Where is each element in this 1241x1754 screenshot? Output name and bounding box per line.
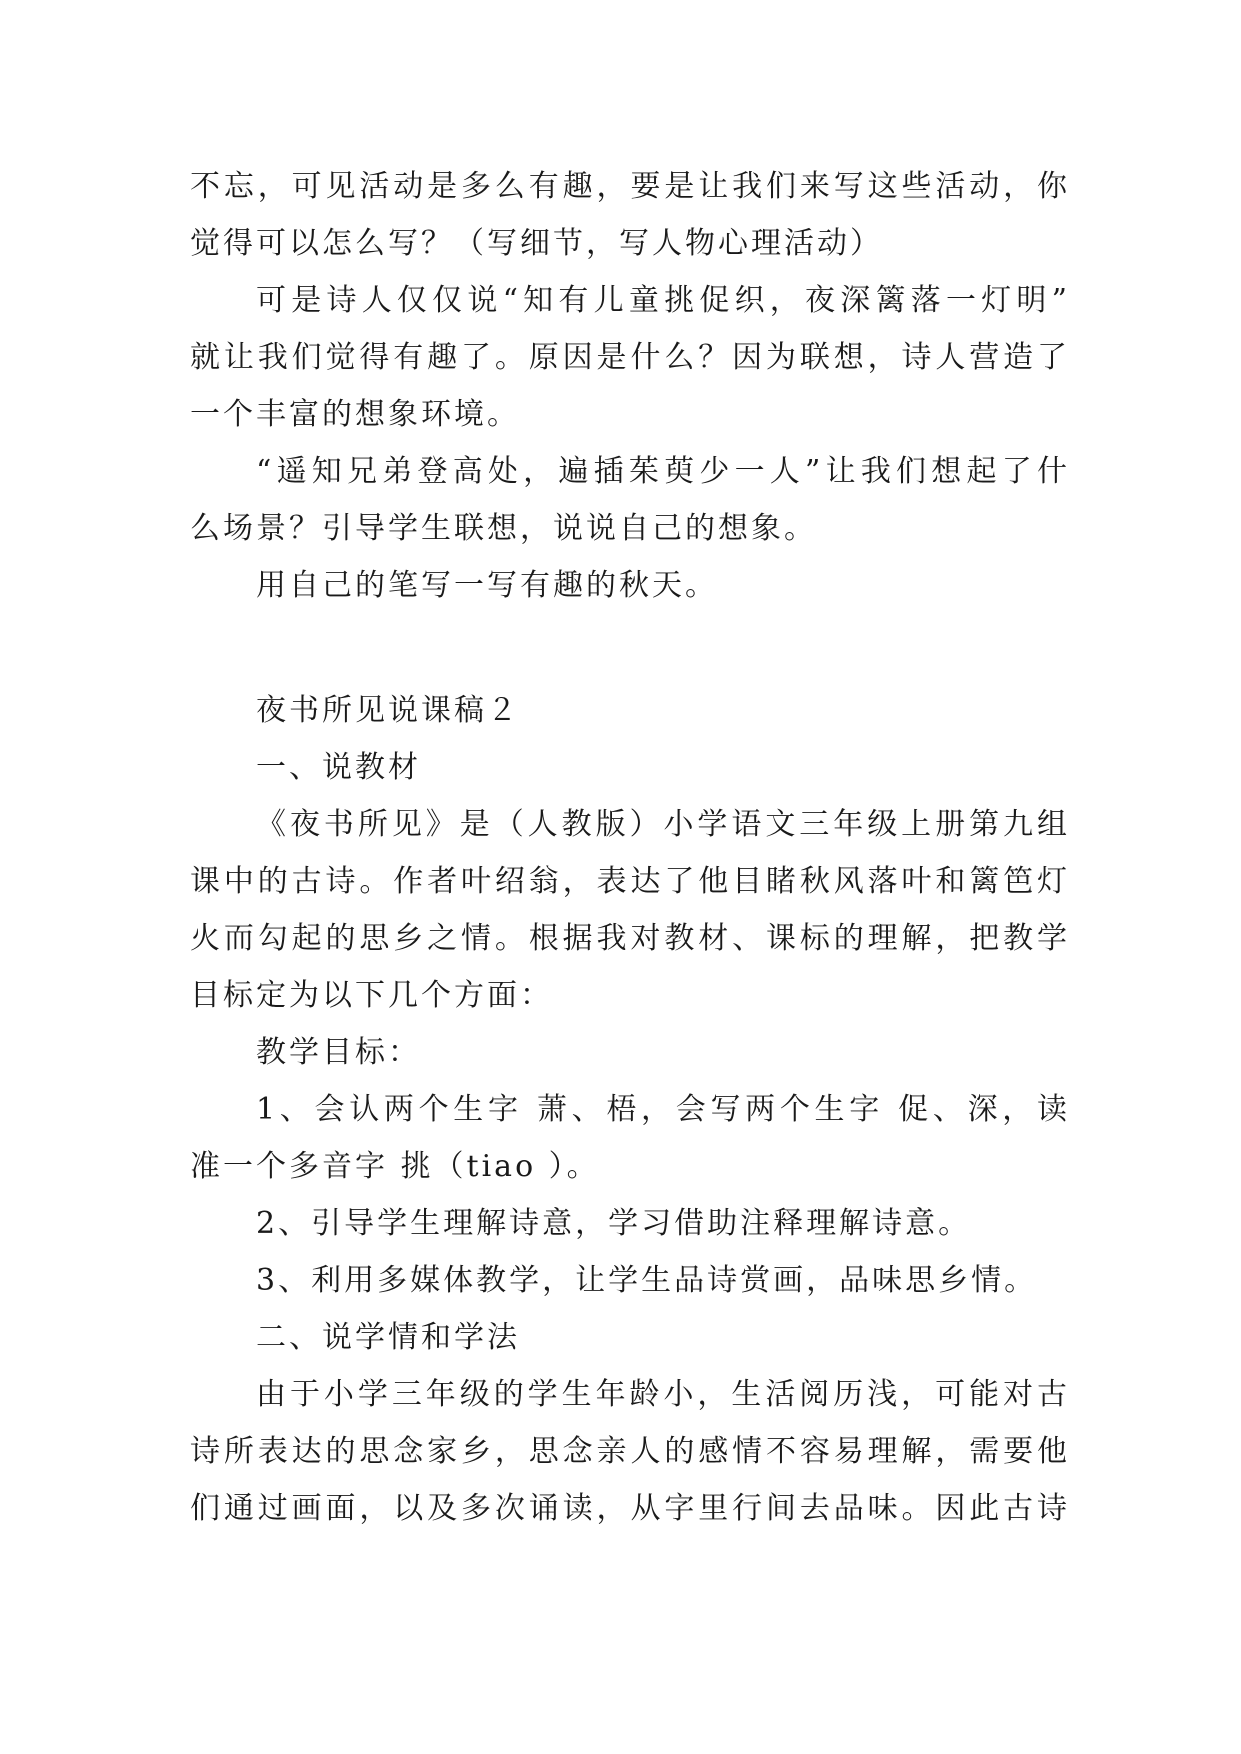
text-line: 用自己的笔写一写有趣的秋天。 [256, 568, 718, 603]
section-title: 夜书所见说课稿２ [256, 693, 520, 728]
text-line: 目标定为以下几个方面： [190, 978, 553, 1013]
text-line: 觉得可以怎么写？（写细节，写人物心理活动） [190, 226, 883, 261]
text-line: 诗所表达的思念家乡，思念亲人的感情不容易理解，需要他 [190, 1434, 1070, 1469]
text-line: 可是诗人仅仅说“知有儿童挑促织，夜深篱落一灯明” [256, 283, 1070, 318]
text-line: 课中的古诗。作者叶绍翁，表达了他目睹秋风落叶和篱笆灯 [190, 864, 1070, 899]
text-line: 《夜书所见》是（人教版）小学语文三年级上册第九组 [256, 807, 1070, 842]
text-line: 就让我们觉得有趣了。原因是什么？因为联想，诗人营造了 [190, 340, 1070, 375]
list-item: 2、引导学生理解诗意，学习借助注释理解诗意。 [256, 1206, 972, 1241]
text-line: 一个丰富的想象环境。 [190, 397, 520, 432]
text-line: 由于小学三年级的学生年龄小，生活阅历浅，可能对古 [256, 1377, 1070, 1412]
text-line: 火而勾起的思乡之情。根据我对教材、课标的理解，把教学 [190, 921, 1070, 956]
text-line: 准一个多音字 挑（tiao ）。 [190, 1149, 600, 1184]
text-line: 么场景？引导学生联想，说说自己的想象。 [190, 511, 817, 546]
heading: 一、说教材 [256, 750, 421, 785]
heading: 二、说学情和学法 [256, 1320, 520, 1355]
text-line: 们通过画面，以及多次诵读，从字里行间去品味。因此古诗 [190, 1491, 1070, 1526]
list-item: 3、利用多媒体教学，让学生品诗赏画，品味思乡情。 [256, 1263, 1038, 1298]
heading: 教学目标： [256, 1035, 421, 1070]
list-item: 1、会认两个生字 萧、梧，会写两个生字 促、深，读 [256, 1092, 1070, 1127]
text-line: “遥知兄弟登高处，遍插茱萸少一人”让我们想起了什 [256, 454, 1070, 489]
text-line: 不忘，可见活动是多么有趣，要是让我们来写这些活动，你 [190, 169, 1070, 204]
